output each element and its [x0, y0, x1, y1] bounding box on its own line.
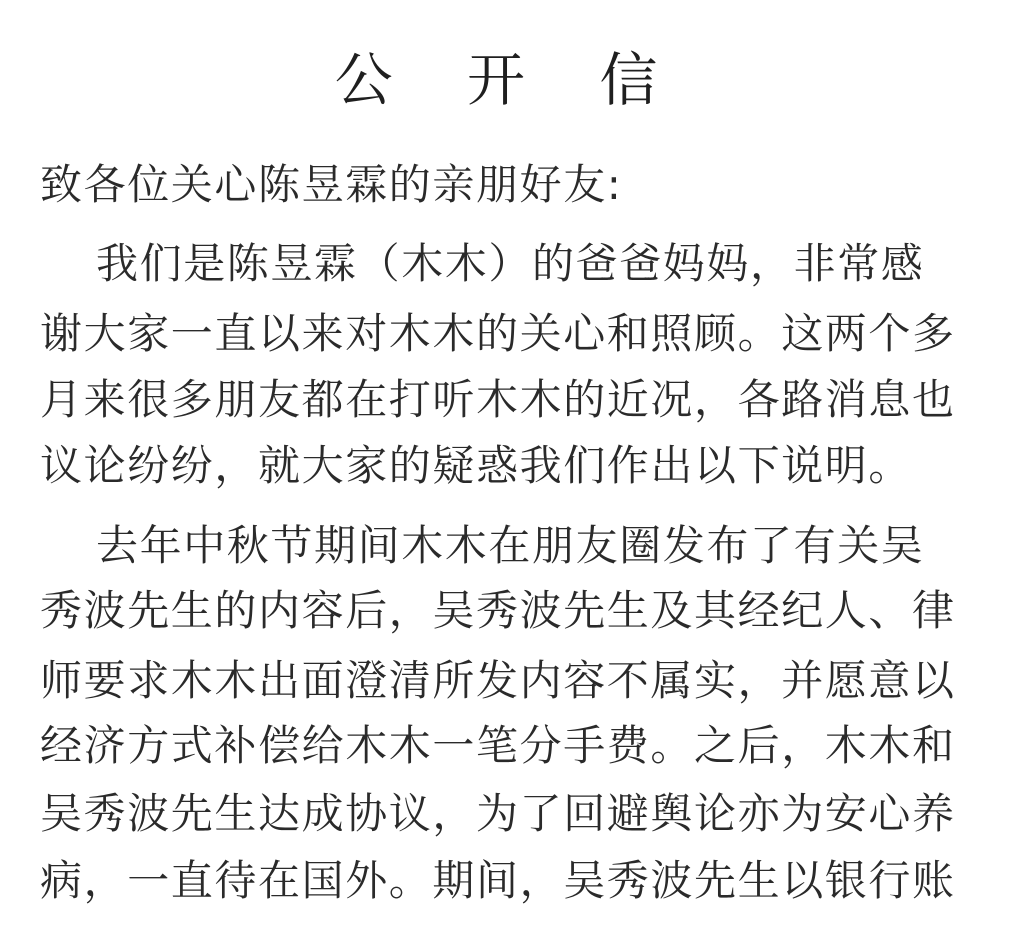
paragraph2-line1: 去年中秋节期间木木在朋友圈发布了有关吴: [96, 521, 925, 570]
paragraph1-line4: 议论纷纷，就大家的疑惑我们作出以下说明。: [40, 441, 913, 490]
paragraph1-line3: 月来很多朋友都在打听木木的近况，各路消息也: [40, 375, 956, 424]
letter-title: 公 开 信: [334, 46, 686, 114]
paragraph2-line3: 师要求木木出面澄清所发内容不属实，并愿意以: [40, 656, 956, 705]
paragraph2-line2: 秀波先生的内容后，吴秀波先生及其经纪人、律: [40, 586, 956, 635]
salutation: 致各位关心陈昱霖的亲朋好友:: [40, 160, 623, 209]
paragraph2-line6: 病，一直待在国外。期间，吴秀波先生以银行账: [40, 856, 956, 905]
paragraph2-line4: 经济方式补偿给木木一笔分手费。之后，木木和: [40, 721, 956, 770]
paragraph2-line5: 吴秀波先生达成协议，为了回避舆论亦为安心养: [40, 789, 956, 838]
paragraph1-line2: 谢大家一直以来对木木的关心和照顾。这两个多: [40, 309, 956, 358]
paragraph1-line1: 我们是陈昱霖（木木）的爸爸妈妈，非常感: [96, 239, 925, 288]
